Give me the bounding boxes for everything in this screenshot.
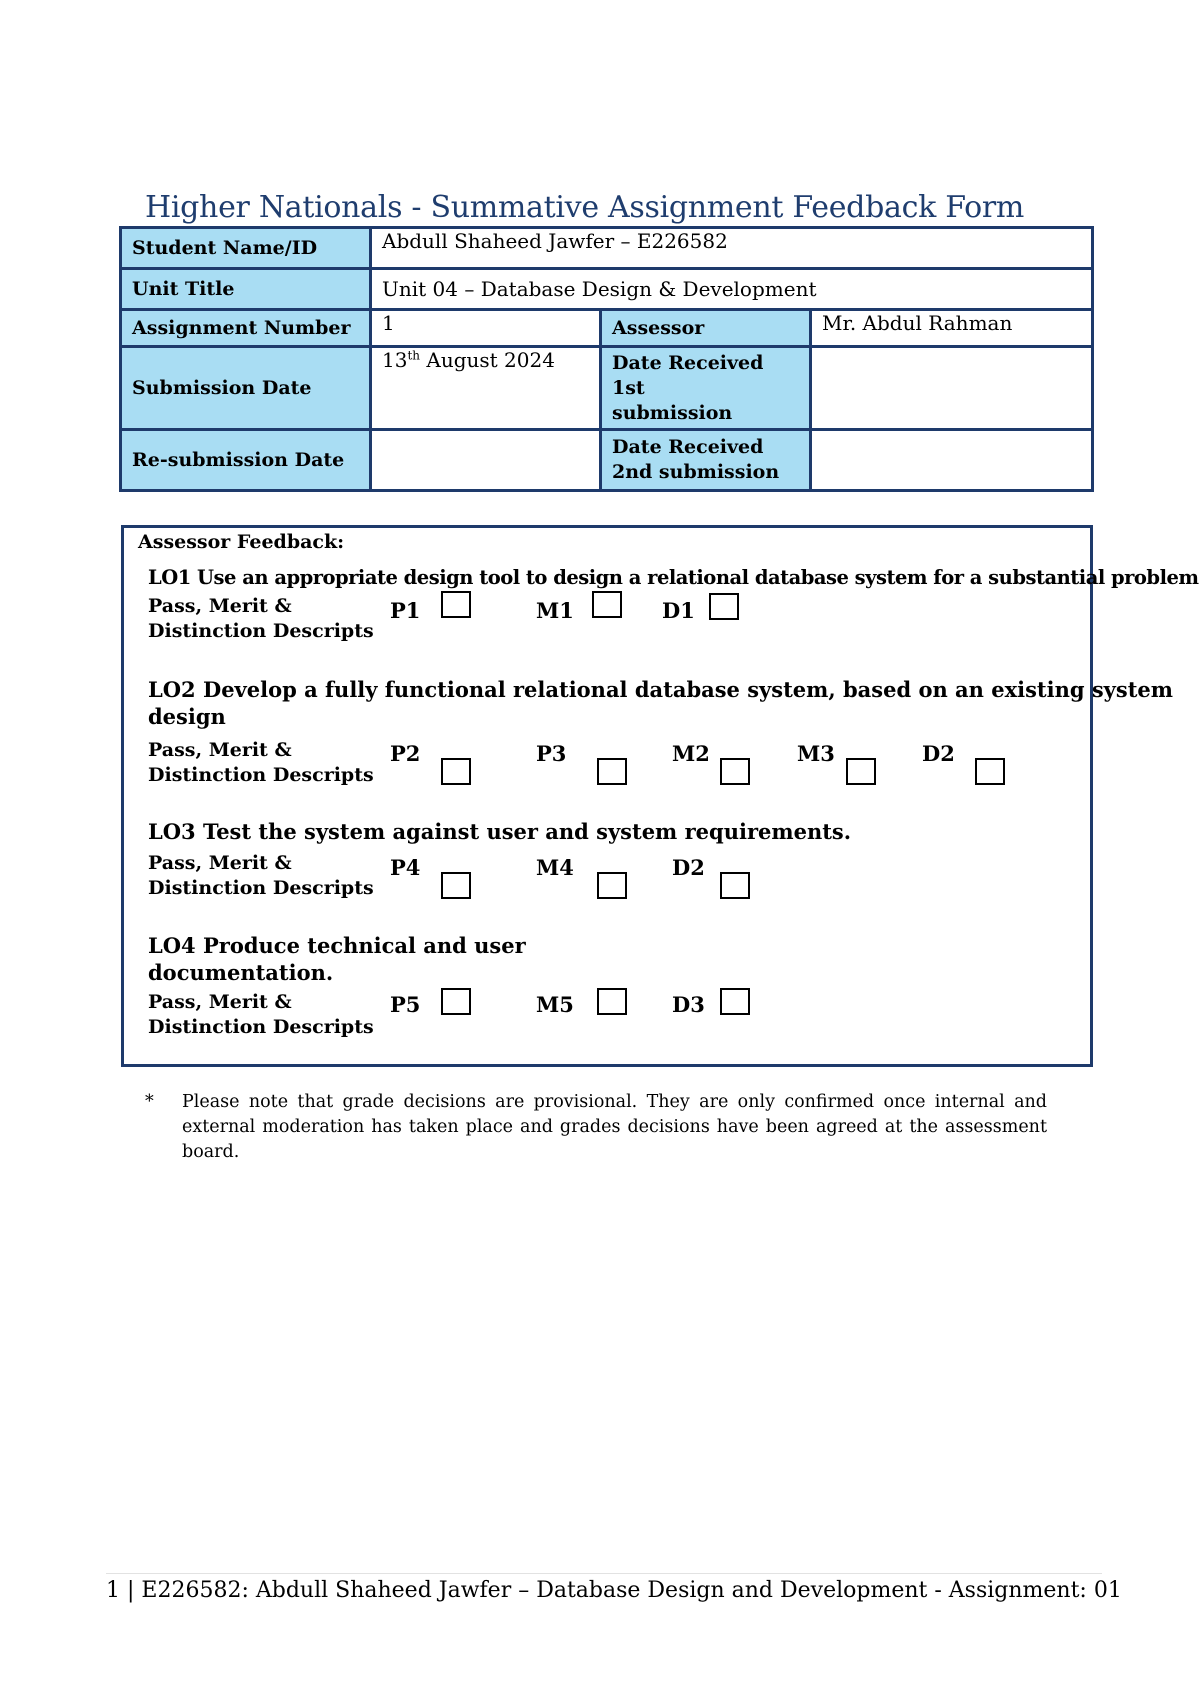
criterion-p4: P4 xyxy=(390,855,421,880)
assessor-label: Assessor xyxy=(601,310,811,347)
d3-checkbox[interactable] xyxy=(720,988,750,1015)
date-received-2-value[interactable] xyxy=(811,430,1093,491)
criterion-d2-lo3: D2 xyxy=(672,855,705,880)
submission-date-value: 13th August 2024 xyxy=(371,347,601,430)
criterion-p2: P2 xyxy=(390,741,421,766)
date-received-1-value[interactable] xyxy=(811,347,1093,430)
student-name-value: Abdull Shaheed Jawfer – E226582 xyxy=(371,228,1093,269)
student-name-label: Student Name/ID xyxy=(121,228,371,269)
date-received-2-label: Date Received 2nd submission xyxy=(601,430,811,491)
m2-checkbox[interactable] xyxy=(720,758,750,785)
assignment-number-label: Assignment Number xyxy=(121,310,371,347)
footer-divider xyxy=(106,1573,1102,1574)
lo3-descripts-label: Pass, Merit & Distinction Descripts xyxy=(148,852,374,899)
submission-date-label: Submission Date xyxy=(121,347,371,430)
p3-checkbox[interactable] xyxy=(597,758,627,785)
d2-lo3-checkbox[interactable] xyxy=(720,872,750,899)
student-info-table xyxy=(119,226,1094,492)
unit-title-label: Unit Title xyxy=(121,269,371,310)
criterion-p5: P5 xyxy=(390,992,421,1017)
p5-checkbox[interactable] xyxy=(441,988,471,1015)
m5-checkbox[interactable] xyxy=(597,988,627,1015)
lo1-heading: LO1 Use an appropriate design tool to design a relational database system for a substantial problem xyxy=(148,566,1199,589)
p4-checkbox[interactable] xyxy=(441,872,471,899)
lo3-heading: LO3 Test the system against user and system requirements. xyxy=(148,819,852,844)
note-asterisk: * xyxy=(145,1092,154,1112)
lo4-descripts-label: Pass, Merit & Distinction Descripts xyxy=(148,991,374,1038)
criterion-d3: D3 xyxy=(672,992,705,1017)
criterion-m3: M3 xyxy=(797,741,835,766)
m4-checkbox[interactable] xyxy=(597,872,627,899)
criterion-p1: P1 xyxy=(390,598,421,623)
form-title: Higher Nationals - Summative Assignment Feedback Form xyxy=(145,190,1025,225)
p1-checkbox[interactable] xyxy=(441,591,471,618)
assessor-feedback-panel xyxy=(121,525,1199,1067)
criterion-m2: M2 xyxy=(672,741,710,766)
lo2-descripts-label: Pass, Merit & Distinction Descripts xyxy=(148,739,374,786)
resubmission-date-label: Re-submission Date xyxy=(121,430,371,491)
lo4-heading: LO4 Produce technical and user documentation. xyxy=(148,933,526,985)
feedback-heading: Assessor Feedback: xyxy=(138,531,345,553)
criterion-d1: D1 xyxy=(662,598,695,623)
criterion-d2: D2 xyxy=(922,741,955,766)
criterion-p3: P3 xyxy=(536,741,567,766)
lo2-heading: LO2 Develop a fully functional relational database system, based on an existing system design xyxy=(148,677,1173,729)
m3-checkbox[interactable] xyxy=(846,758,876,785)
lo1-descripts-label: Pass, Merit & Distinction Descripts xyxy=(148,595,374,642)
assignment-number-value: 1 xyxy=(371,310,601,347)
note-text: Please note that grade decisions are provisional. They are only confirmed once internal and external moderation has taken place and grades decisions have been agreed at the assessment board. xyxy=(182,1092,1047,1162)
assessor-value: Mr. Abdul Rahman xyxy=(811,310,1093,347)
date-received-1-label: Date Received 1st submission xyxy=(601,347,811,430)
page-footer: 1 | E226582: Abdull Shaheed Jawfer – Database Design and Development - Assignment: 01 xyxy=(106,1578,1122,1603)
criterion-m4: M4 xyxy=(536,855,574,880)
d1-checkbox[interactable] xyxy=(709,593,739,620)
criterion-m1: M1 xyxy=(536,598,574,623)
criterion-m5: M5 xyxy=(536,992,574,1017)
unit-title-value: Unit 04 – Database Design & Development xyxy=(371,269,1093,310)
p2-checkbox[interactable] xyxy=(441,758,471,785)
d2-checkbox[interactable] xyxy=(975,758,1005,785)
resubmission-date-value[interactable] xyxy=(371,430,601,491)
m1-checkbox[interactable] xyxy=(592,591,622,618)
